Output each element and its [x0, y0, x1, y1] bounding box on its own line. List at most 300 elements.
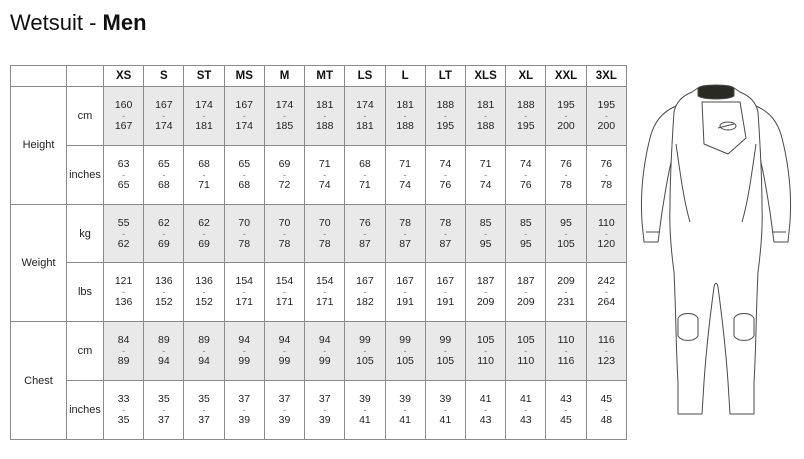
- range-separator: -: [282, 287, 286, 298]
- range-max: 43: [479, 414, 492, 427]
- size-range-cell: [184, 145, 224, 204]
- range-max: 76: [439, 178, 452, 191]
- range-separator: -: [564, 346, 568, 357]
- unit-label: kg: [67, 204, 104, 263]
- range-separator: -: [162, 110, 166, 121]
- range-min: 188: [436, 98, 455, 111]
- size-range-cell: [385, 381, 425, 440]
- range-separator: -: [122, 228, 126, 239]
- size-range-cell: [586, 381, 626, 440]
- range-min: 154: [275, 275, 294, 288]
- size-range-cell: [184, 381, 224, 440]
- size-range-cell: [305, 322, 345, 381]
- range-separator: -: [524, 228, 528, 239]
- size-header: L: [385, 66, 425, 87]
- size-header: LS: [345, 66, 385, 87]
- range-min: 70: [318, 216, 331, 229]
- size-range-cell: [345, 263, 385, 322]
- range-separator: -: [524, 287, 528, 298]
- range-min: 181: [396, 98, 414, 111]
- range-separator: -: [202, 287, 206, 298]
- range-max: 181: [195, 119, 213, 132]
- group-label-height: Height: [11, 87, 67, 205]
- range-min: 74: [519, 157, 532, 170]
- range-separator: -: [524, 169, 528, 180]
- range-max: 45: [560, 414, 572, 427]
- range-min: 187: [517, 275, 535, 288]
- range-separator: -: [443, 346, 447, 357]
- size-range-cell: [506, 381, 546, 440]
- range-separator: -: [484, 405, 488, 416]
- size-range-cell: [305, 381, 345, 440]
- range-separator: -: [604, 346, 608, 357]
- range-separator: -: [323, 405, 327, 416]
- range-separator: -: [484, 346, 488, 357]
- size-range-cell: [104, 381, 144, 440]
- range-max: 62: [117, 237, 130, 250]
- range-separator: -: [524, 346, 528, 357]
- range-separator: -: [443, 169, 447, 180]
- size-range-cell: [546, 145, 586, 204]
- size-range-cell: [345, 322, 385, 381]
- range-min: 167: [356, 275, 374, 288]
- size-range-cell: [586, 204, 626, 263]
- size-header: S: [144, 66, 184, 87]
- range-min: 167: [235, 98, 254, 111]
- range-max: 74: [399, 178, 411, 191]
- range-min: 209: [557, 275, 575, 288]
- size-range-cell: [144, 263, 184, 322]
- range-min: 95: [560, 216, 572, 229]
- size-chart-table: [10, 65, 627, 440]
- range-separator: -: [363, 228, 367, 239]
- range-separator: -: [282, 405, 286, 416]
- range-separator: -: [323, 228, 327, 239]
- range-min: 62: [157, 216, 170, 229]
- range-max: 74: [479, 178, 492, 191]
- range-separator: -: [162, 346, 166, 357]
- group-label-chest: Chest: [11, 322, 67, 440]
- range-min: 94: [278, 334, 291, 347]
- size-range-cell: [104, 322, 144, 381]
- range-min: 174: [275, 98, 294, 111]
- range-min: 174: [195, 98, 213, 111]
- range-separator: -: [282, 228, 286, 239]
- range-min: 188: [517, 98, 535, 111]
- range-separator: -: [564, 228, 568, 239]
- unit-label: inches: [67, 381, 104, 440]
- size-range-cell: [425, 322, 465, 381]
- size-range-cell: [305, 263, 345, 322]
- range-separator: -: [242, 169, 246, 180]
- size-range-cell: [144, 145, 184, 204]
- range-separator: -: [202, 228, 206, 239]
- size-header: MT: [305, 66, 345, 87]
- range-min: 136: [195, 275, 213, 288]
- range-min: 174: [356, 98, 374, 111]
- range-separator: -: [162, 405, 166, 416]
- size-range-cell: [385, 263, 425, 322]
- range-max: 195: [517, 119, 535, 132]
- range-separator: -: [282, 169, 286, 180]
- range-min: 84: [117, 334, 130, 347]
- range-separator: -: [443, 287, 447, 298]
- size-range-cell: [264, 322, 304, 381]
- range-max: 89: [117, 355, 130, 368]
- wetsuit-illustration-icon: [632, 82, 800, 422]
- range-min: 242: [597, 275, 616, 288]
- size-range-cell: [264, 204, 304, 263]
- page-title-emphasis: Men: [102, 10, 147, 35]
- size-range-cell: [184, 204, 224, 263]
- size-range-cell: [104, 145, 144, 204]
- size-range-cell: [385, 87, 425, 146]
- range-min: 76: [560, 157, 572, 170]
- range-separator: -: [604, 110, 608, 121]
- range-separator: -: [403, 287, 407, 298]
- size-range-cell: [385, 145, 425, 204]
- range-min: 167: [396, 275, 414, 288]
- range-max: 74: [318, 178, 331, 191]
- range-max: 87: [359, 237, 371, 250]
- range-min: 41: [479, 393, 492, 406]
- range-min: 85: [479, 216, 492, 229]
- range-separator: -: [604, 228, 608, 239]
- range-separator: -: [484, 169, 488, 180]
- range-min: 74: [439, 157, 452, 170]
- range-max: 99: [318, 355, 331, 368]
- size-range-cell: [345, 204, 385, 263]
- size-range-cell: [546, 204, 586, 263]
- range-separator: -: [162, 169, 166, 180]
- range-max: 94: [157, 355, 170, 368]
- size-header: XL: [506, 66, 546, 87]
- range-min: 68: [198, 157, 210, 170]
- range-min: 35: [198, 393, 210, 406]
- measurement-row: [11, 145, 627, 204]
- range-min: 39: [399, 393, 411, 406]
- range-min: 65: [157, 157, 170, 170]
- range-max: 200: [557, 119, 575, 132]
- range-separator: -: [363, 346, 367, 357]
- range-separator: -: [363, 287, 367, 298]
- group-label-weight: Weight: [11, 204, 67, 322]
- range-separator: -: [122, 346, 126, 357]
- size-range-cell: [425, 87, 465, 146]
- range-min: 99: [359, 334, 371, 347]
- range-max: 171: [315, 296, 334, 309]
- size-range-cell: [425, 204, 465, 263]
- range-min: 71: [399, 157, 411, 170]
- range-separator: -: [403, 346, 407, 357]
- range-separator: -: [363, 169, 367, 180]
- range-max: 110: [517, 355, 535, 368]
- range-max: 41: [399, 414, 411, 427]
- range-min: 63: [117, 157, 130, 170]
- range-min: 37: [278, 393, 291, 406]
- size-range-cell: [465, 87, 505, 146]
- size-range-cell: [104, 204, 144, 263]
- range-separator: -: [524, 405, 528, 416]
- range-min: 94: [238, 334, 251, 347]
- size-range-cell: [224, 263, 264, 322]
- unit-label: cm: [67, 87, 104, 146]
- page-title-prefix: Wetsuit -: [10, 10, 103, 35]
- size-header: XXL: [546, 66, 586, 87]
- range-min: 136: [155, 275, 173, 288]
- unit-label: cm: [67, 322, 104, 381]
- size-range-cell: [184, 263, 224, 322]
- range-max: 171: [235, 296, 254, 309]
- header-corner-group: [11, 66, 67, 87]
- range-max: 191: [396, 296, 414, 309]
- size-table-body: [11, 87, 627, 440]
- range-max: 195: [436, 119, 455, 132]
- unit-label: inches: [67, 145, 104, 204]
- range-separator: -: [604, 169, 608, 180]
- range-max: 69: [198, 237, 210, 250]
- size-range-cell: [425, 145, 465, 204]
- size-range-cell: [506, 263, 546, 322]
- range-separator: -: [202, 405, 206, 416]
- size-range-cell: [104, 263, 144, 322]
- range-max: 68: [157, 178, 170, 191]
- range-max: 116: [557, 355, 575, 368]
- range-min: 85: [519, 216, 532, 229]
- size-range-cell: [264, 145, 304, 204]
- size-range-cell: [465, 263, 505, 322]
- range-max: 76: [519, 178, 532, 191]
- range-max: 185: [275, 119, 294, 132]
- range-max: 110: [477, 355, 494, 368]
- range-min: 116: [597, 334, 615, 347]
- range-min: 55: [117, 216, 130, 229]
- size-range-cell: [345, 381, 385, 440]
- size-range-cell: [264, 381, 304, 440]
- range-separator: -: [122, 287, 126, 298]
- size-range-cell: [586, 322, 626, 381]
- range-max: 41: [359, 414, 371, 427]
- range-min: 187: [476, 275, 495, 288]
- range-max: 39: [278, 414, 291, 427]
- range-max: 78: [238, 237, 251, 250]
- range-max: 152: [155, 296, 173, 309]
- range-max: 78: [600, 178, 613, 191]
- range-min: 39: [439, 393, 452, 406]
- range-min: 167: [155, 98, 173, 111]
- range-max: 41: [439, 414, 452, 427]
- size-range-cell: [586, 87, 626, 146]
- range-min: 37: [238, 393, 251, 406]
- size-range-cell: [224, 381, 264, 440]
- size-range-cell: [224, 87, 264, 146]
- range-min: 78: [399, 216, 411, 229]
- size-range-cell: [305, 145, 345, 204]
- size-range-cell: [264, 263, 304, 322]
- range-max: 171: [275, 296, 294, 309]
- range-separator: -: [443, 405, 447, 416]
- range-max: 191: [436, 296, 455, 309]
- range-max: 37: [198, 414, 210, 427]
- range-min: 110: [597, 216, 615, 229]
- range-separator: -: [443, 228, 447, 239]
- range-max: 181: [356, 119, 374, 132]
- range-max: 72: [278, 178, 291, 191]
- range-min: 71: [479, 157, 492, 170]
- range-separator: -: [443, 110, 447, 121]
- size-range-cell: [506, 204, 546, 263]
- range-min: 110: [557, 334, 575, 347]
- range-min: 181: [476, 98, 495, 111]
- range-separator: -: [564, 405, 568, 416]
- range-max: 65: [117, 178, 130, 191]
- range-min: 68: [359, 157, 371, 170]
- range-min: 89: [198, 334, 210, 347]
- range-separator: -: [363, 405, 367, 416]
- range-max: 94: [198, 355, 210, 368]
- range-min: 105: [476, 334, 495, 347]
- range-separator: -: [323, 169, 327, 180]
- range-min: 154: [315, 275, 334, 288]
- range-min: 71: [318, 157, 331, 170]
- range-max: 78: [278, 237, 291, 250]
- range-max: 209: [476, 296, 495, 309]
- size-range-cell: [385, 204, 425, 263]
- range-max: 105: [557, 237, 575, 250]
- size-range-cell: [546, 87, 586, 146]
- range-max: 105: [396, 355, 414, 368]
- range-min: 167: [436, 275, 455, 288]
- size-range-cell: [345, 145, 385, 204]
- range-max: 174: [155, 119, 173, 132]
- range-min: 195: [597, 98, 616, 111]
- range-separator: -: [323, 110, 327, 121]
- size-range-cell: [425, 381, 465, 440]
- range-max: 87: [439, 237, 452, 250]
- range-min: 99: [439, 334, 452, 347]
- size-range-cell: [385, 322, 425, 381]
- range-separator: -: [484, 228, 488, 239]
- range-min: 39: [359, 393, 371, 406]
- size-range-cell: [546, 322, 586, 381]
- size-range-cell: [224, 322, 264, 381]
- range-min: 89: [157, 334, 170, 347]
- size-range-cell: [144, 204, 184, 263]
- range-separator: -: [162, 287, 166, 298]
- size-header: M: [264, 66, 304, 87]
- range-separator: -: [122, 110, 126, 121]
- range-max: 39: [238, 414, 251, 427]
- size-range-cell: [305, 204, 345, 263]
- range-separator: -: [363, 110, 367, 121]
- range-max: 95: [479, 237, 492, 250]
- range-min: 70: [238, 216, 251, 229]
- range-separator: -: [323, 287, 327, 298]
- range-separator: -: [403, 228, 407, 239]
- size-range-cell: [144, 87, 184, 146]
- size-range-cell: [345, 87, 385, 146]
- range-min: 69: [278, 157, 291, 170]
- range-separator: -: [604, 405, 608, 416]
- range-separator: -: [564, 287, 568, 298]
- range-max: 174: [235, 119, 254, 132]
- size-header: LT: [425, 66, 465, 87]
- measurement-row: [11, 381, 627, 440]
- range-max: 167: [114, 119, 133, 132]
- size-header-row: [11, 66, 627, 87]
- range-separator: -: [323, 346, 327, 357]
- unit-label: lbs: [67, 263, 104, 322]
- range-max: 152: [195, 296, 213, 309]
- range-min: 76: [600, 157, 613, 170]
- range-min: 154: [235, 275, 254, 288]
- range-separator: -: [242, 110, 246, 121]
- range-max: 182: [356, 296, 374, 309]
- size-range-cell: [465, 381, 505, 440]
- size-range-cell: [586, 263, 626, 322]
- range-min: 45: [600, 393, 613, 406]
- size-range-cell: [546, 381, 586, 440]
- range-max: 87: [399, 237, 411, 250]
- range-max: 209: [517, 296, 535, 309]
- range-separator: -: [403, 110, 407, 121]
- size-header: MS: [224, 66, 264, 87]
- range-max: 78: [560, 178, 572, 191]
- range-max: 200: [597, 119, 616, 132]
- range-separator: -: [202, 346, 206, 357]
- range-min: 62: [198, 216, 210, 229]
- range-separator: -: [484, 110, 488, 121]
- range-min: 94: [318, 334, 331, 347]
- range-min: 43: [560, 393, 572, 406]
- range-max: 39: [318, 414, 331, 427]
- range-min: 160: [114, 98, 133, 111]
- size-range-cell: [144, 381, 184, 440]
- range-separator: -: [524, 110, 528, 121]
- size-range-cell: [465, 322, 505, 381]
- size-range-cell: [425, 263, 465, 322]
- size-range-cell: [144, 322, 184, 381]
- range-separator: -: [242, 346, 246, 357]
- range-max: 95: [519, 237, 532, 250]
- range-max: 231: [557, 296, 575, 309]
- size-range-cell: [586, 145, 626, 204]
- range-separator: -: [162, 228, 166, 239]
- size-header: XLS: [465, 66, 505, 87]
- range-separator: -: [564, 169, 568, 180]
- range-min: 35: [157, 393, 170, 406]
- range-max: 71: [359, 178, 371, 191]
- range-max: 120: [597, 237, 616, 250]
- range-min: 65: [238, 157, 251, 170]
- range-max: 99: [238, 355, 251, 368]
- range-max: 69: [157, 237, 170, 250]
- size-header: 3XL: [586, 66, 626, 87]
- range-min: 41: [519, 393, 532, 406]
- range-min: 76: [359, 216, 371, 229]
- range-max: 105: [436, 355, 455, 368]
- measurement-row: [11, 263, 627, 322]
- range-max: 123: [597, 355, 616, 368]
- range-separator: -: [403, 169, 407, 180]
- range-separator: -: [282, 346, 286, 357]
- size-range-cell: [224, 145, 264, 204]
- size-range-cell: [465, 145, 505, 204]
- header-corner-unit: [67, 66, 104, 87]
- range-max: 48: [600, 414, 613, 427]
- range-min: 70: [278, 216, 291, 229]
- range-max: 99: [278, 355, 291, 368]
